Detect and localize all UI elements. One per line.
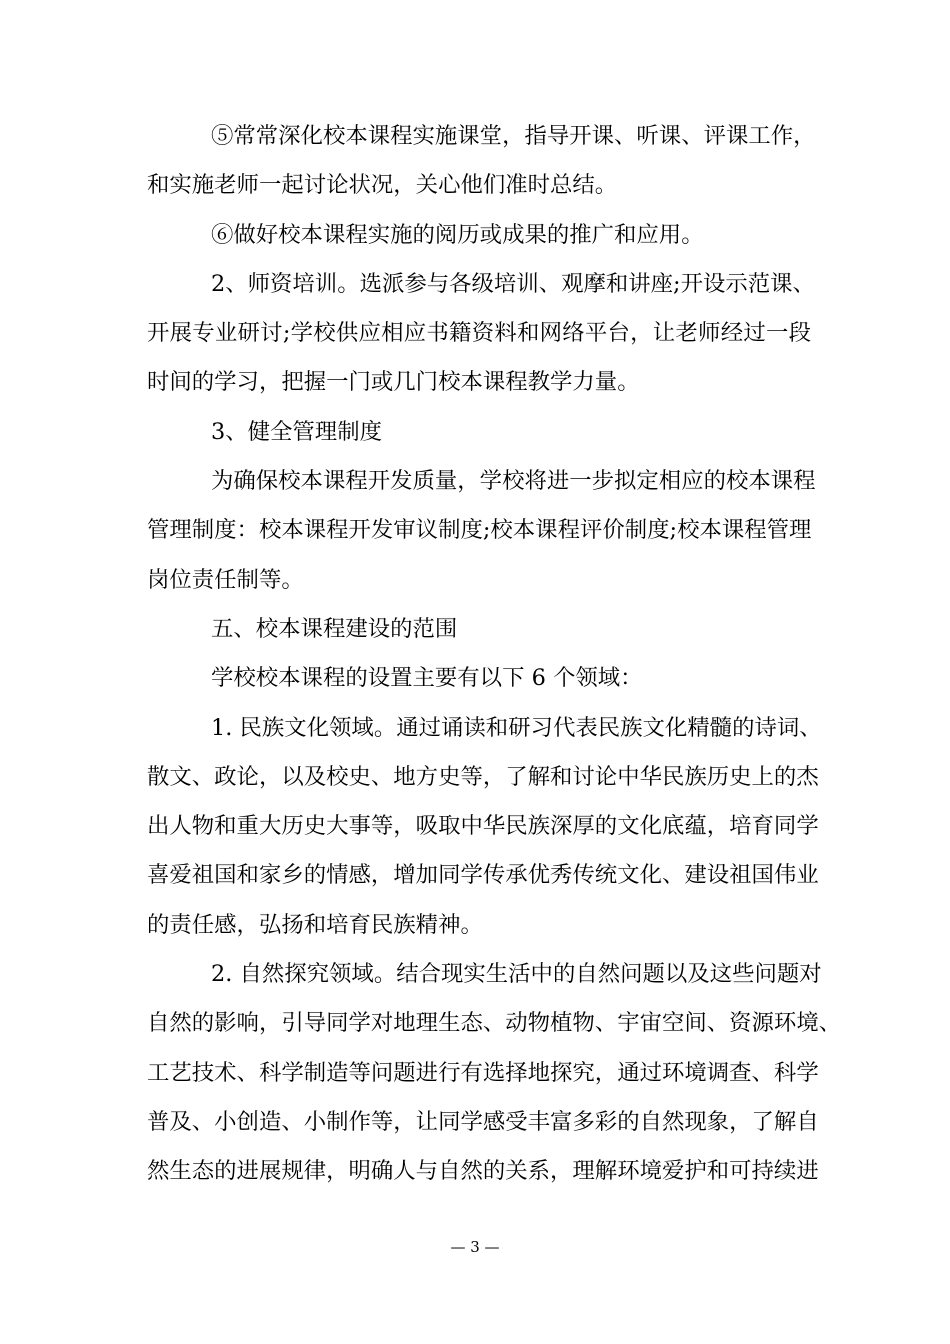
paragraph bbox=[147, 260, 815, 408]
paragraph-line: ⑥做好校本课程实施的阅历或成果的推广和应用。 bbox=[211, 221, 704, 248]
paragraph-line: 3、健全管理制度 bbox=[211, 418, 382, 445]
paragraph-line: 和实施老师一起讨论状况，关心他们准时总结。 bbox=[147, 172, 618, 199]
paragraph-line: 学校校本课程的设置主要有以下 6 个领域： bbox=[211, 665, 643, 692]
page-number: — 3 — bbox=[450, 1238, 500, 1256]
paragraph-line: ⑤常常深化校本课程实施课堂，指导开课、听课、评课工作， bbox=[211, 123, 816, 149]
paragraph bbox=[147, 211, 811, 260]
paragraph bbox=[147, 457, 816, 605]
paragraph bbox=[147, 408, 811, 457]
paragraph-line: 自然的影响，引导同学对地理生态、动物植物、宇宙空间、资源环境、 bbox=[147, 1010, 842, 1037]
paragraph-line: 时间的学习，把握一门或几门校本课程教学力量。 bbox=[147, 369, 640, 396]
paragraph bbox=[147, 950, 842, 1196]
paragraph bbox=[147, 605, 811, 654]
paragraph-line: 散文、政论，以及校史、地方史等，了解和讨论中华民族历史上的杰 bbox=[147, 763, 819, 790]
document-body bbox=[147, 112, 842, 1197]
paragraph-line: 1. 民族文化领域。通过诵读和研习代表民族文化精髓的诗词、 bbox=[211, 714, 822, 741]
paragraph bbox=[147, 654, 811, 703]
paragraph-line: 岗位责任制等。 bbox=[147, 566, 304, 593]
paragraph-line: 2、师资培训。选派参与各级培训、观摩和讲座;开设示范课、 bbox=[211, 270, 815, 297]
paragraph-line: 然生态的进展规律，明确人与自然的关系，理解环境爱护和可持续进 bbox=[147, 1158, 819, 1185]
paragraph-line: 为确保校本课程开发质量，学校将进一步拟定相应的校本课程 bbox=[211, 468, 816, 495]
paragraph-line: 2. 自然探究领域。结合现实生活中的自然问题以及这些问题对 bbox=[211, 961, 822, 988]
paragraph bbox=[147, 112, 816, 211]
paragraph bbox=[147, 704, 822, 950]
paragraph-line: 普及、小创造、小制作等，让同学感受丰富多彩的自然现象，了解自 bbox=[147, 1108, 819, 1135]
paragraph-line: 工艺技术、科学制造等问题进行有选择地探究，通过环境调查、科学 bbox=[147, 1059, 819, 1086]
paragraph-line: 喜爱祖国和家乡的情感，增加同学传承优秀传统文化、建设祖国伟业 bbox=[147, 862, 819, 889]
paragraph-line: 五、校本课程建设的范围 bbox=[211, 615, 458, 642]
paragraph-line: 出人物和重大历史大事等，吸取中华民族深厚的文化底蕴，培育同学 bbox=[147, 813, 819, 840]
paragraph-line: 开展专业研讨;学校供应相应书籍资料和网络平台，让老师经过一段 bbox=[147, 320, 811, 347]
paragraph-line: 管理制度：校本课程开发审议制度;校本课程评价制度;校本课程管理 bbox=[147, 517, 812, 544]
paragraph-line: 的责任感，弘扬和培育民族精神。 bbox=[147, 911, 483, 938]
